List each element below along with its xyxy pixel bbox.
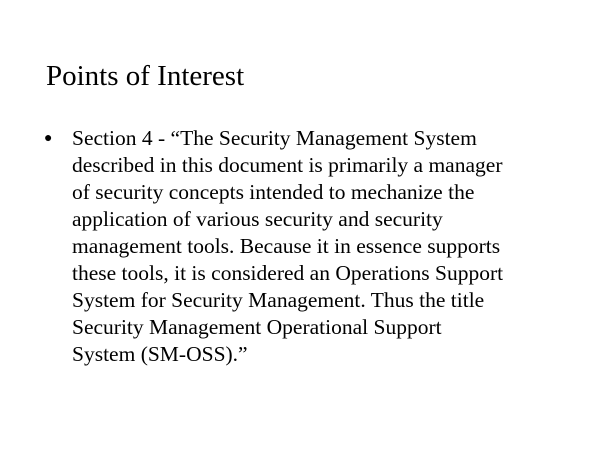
bullet-text: Section 4 - “The Security Management System described in this document is primarily a manager of security concepts intended to mechanize the application of various security and security management tools. Because it in essence supports these tools, it is considered an Operations Support System for Security Management. Thus the title Security Management Operational Support System (SM-OSS).” [72, 126, 504, 366]
bullet-marker-icon: ● [44, 131, 53, 146]
slide-title: Points of Interest [46, 60, 245, 92]
bullet-list [44, 125, 564, 368]
bullet-item [44, 125, 564, 368]
